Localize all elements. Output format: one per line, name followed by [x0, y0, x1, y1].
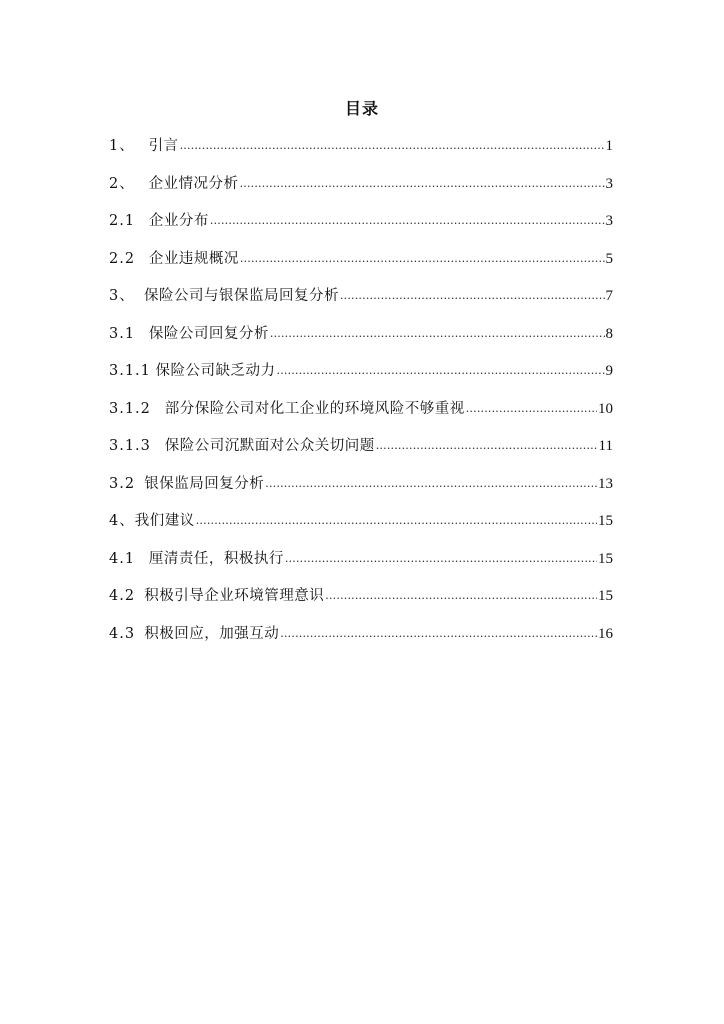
toc-entry[interactable] — [109, 173, 613, 211]
toc-entry-gap — [135, 548, 149, 570]
toc-entry-number: 2.1 — [109, 213, 136, 229]
toc-dot-leader — [240, 247, 605, 270]
toc-dot-leader — [277, 359, 605, 382]
toc-entry-number: 4.3 — [109, 625, 136, 642]
toc-entry-gap — [151, 435, 165, 457]
toc-entry-page-number: 13 — [598, 475, 613, 492]
toc-entry-title: 保险公司缺乏动力 — [155, 363, 276, 379]
toc-dot-leader — [280, 622, 597, 645]
toc-entry-title: 企业分布 — [148, 213, 209, 229]
toc-dot-leader — [240, 172, 605, 195]
toc-entry-title: 我们建议 — [134, 513, 195, 529]
toc-entry-number: 3.2 — [109, 475, 136, 492]
toc-entry[interactable] — [109, 248, 613, 286]
toc-entry-page-number: 8 — [605, 325, 613, 342]
toc-entry[interactable] — [109, 285, 613, 323]
toc-entry-page-number: 11 — [598, 438, 613, 454]
toc-entry-gap — [135, 210, 149, 232]
toc-dot-leader — [285, 547, 597, 570]
toc-entry-gap — [135, 248, 149, 270]
toc-entry-number: 3.1.3 — [109, 438, 151, 454]
toc-entry-page-number: 15 — [598, 513, 613, 529]
toc-entry-gap — [135, 585, 144, 607]
toc-entry[interactable] — [109, 210, 613, 248]
toc-entry[interactable] — [109, 623, 613, 661]
toc-entry-page-number: 7 — [605, 288, 613, 304]
toc-entry-number: 2.2 — [109, 250, 136, 267]
toc-entry-number: 2、 — [109, 175, 135, 192]
toc-entry-gap — [135, 135, 149, 157]
toc-dot-leader — [270, 322, 605, 345]
toc-entry-gap — [135, 173, 149, 195]
toc-entry-title: 企业情况分析 — [148, 175, 239, 192]
toc-entry-number: 4、 — [109, 513, 135, 529]
toc-entry-page-number: 15 — [598, 550, 613, 567]
toc-entry[interactable] — [109, 323, 613, 361]
toc-dot-leader — [196, 509, 597, 532]
toc-entry[interactable] — [109, 398, 613, 436]
toc-dot-leader — [265, 472, 597, 495]
toc-entry-title: 积极回应，加强互动 — [144, 625, 280, 642]
toc-entry[interactable] — [109, 585, 613, 623]
toc-entry[interactable] — [109, 548, 613, 586]
toc-entry[interactable] — [109, 510, 613, 548]
toc-entry-title: 银保监局回复分析 — [144, 475, 265, 492]
toc-entry-page-number: 3 — [605, 213, 613, 229]
toc-entry-number: 1、 — [109, 138, 135, 154]
toc-entry[interactable] — [109, 473, 613, 511]
toc-entry[interactable] — [109, 360, 613, 398]
toc-entry-page-number: 5 — [605, 250, 613, 267]
toc-entry-page-number: 10 — [598, 400, 613, 417]
toc-dot-leader — [466, 397, 597, 420]
toc-list — [109, 135, 613, 660]
toc-dot-leader — [180, 134, 605, 157]
toc-dot-leader — [325, 584, 597, 607]
toc-entry-gap — [135, 623, 144, 645]
toc-entry-page-number: 3 — [605, 175, 613, 192]
toc-entry-gap — [135, 285, 144, 307]
toc-entry-title: 企业违规概况 — [148, 250, 239, 267]
toc-entry[interactable] — [109, 435, 613, 473]
toc-entry-title: 保险公司沉默面对公众关切问题 — [164, 438, 375, 454]
toc-entry-gap — [135, 323, 149, 345]
toc-entry-number: 4.1 — [109, 550, 136, 567]
toc-entry-number: 4.2 — [109, 588, 136, 604]
toc-entry-page-number: 16 — [598, 625, 613, 642]
toc-entry-number: 3.1 — [109, 325, 136, 342]
toc-entry-title: 保险公司与银保监局回复分析 — [143, 288, 339, 304]
toc-entry-number: 3.1.1 — [109, 363, 151, 379]
toc-dot-leader — [340, 284, 605, 307]
toc-entry-title: 积极引导企业环境管理意识 — [144, 588, 325, 604]
toc-entry-page-number: 9 — [605, 363, 613, 379]
toc-entry-title: 引言 — [148, 138, 179, 154]
toc-entry-page-number: 15 — [598, 588, 613, 604]
toc-entry-title: 保险公司回复分析 — [148, 325, 269, 342]
toc-title: 目录 — [344, 99, 379, 118]
toc-entry-gap — [135, 473, 144, 495]
toc-dot-leader — [376, 434, 598, 457]
toc-entry-title: 部分保险公司对化工企业的环境风险不够重视 — [164, 400, 465, 417]
toc-entry[interactable] — [109, 135, 613, 173]
toc-dot-leader — [210, 209, 605, 232]
toc-entry-page-number: 1 — [605, 138, 613, 154]
toc-entry-title: 厘清责任，积极执行 — [148, 550, 284, 567]
toc-entry-number: 3、 — [109, 288, 135, 304]
toc-entry-number: 3.1.2 — [109, 400, 151, 417]
toc-entry-gap — [151, 398, 165, 420]
